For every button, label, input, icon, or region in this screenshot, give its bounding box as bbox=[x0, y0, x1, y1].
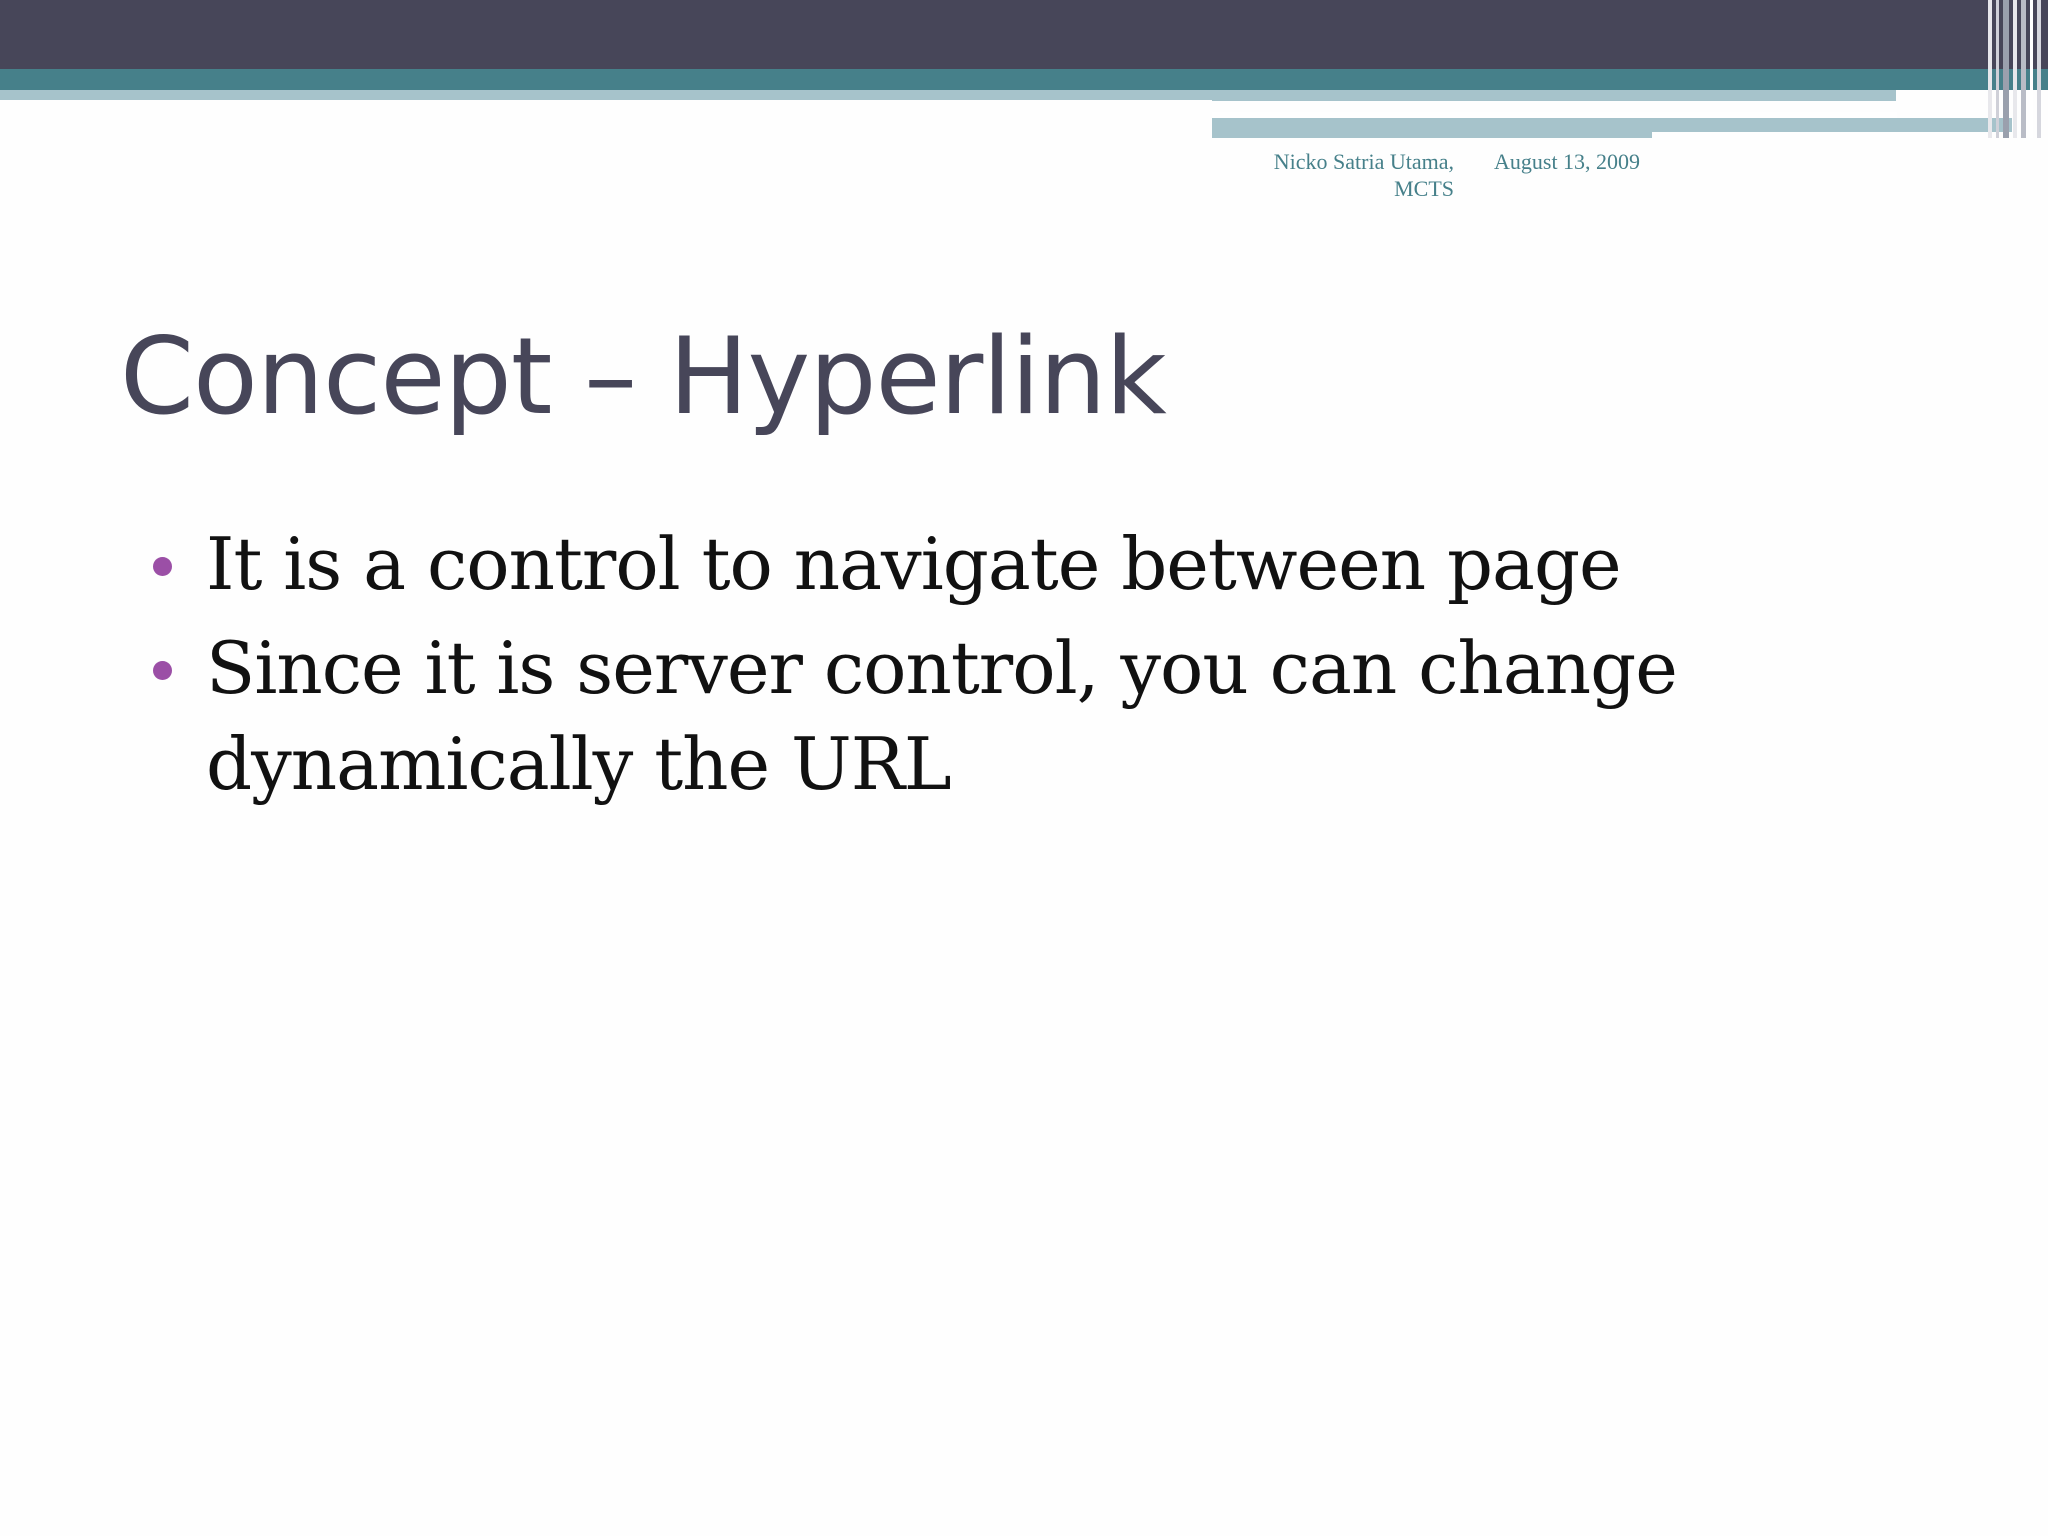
header-band-teal bbox=[0, 69, 2048, 90]
header-band-dark bbox=[0, 0, 2048, 69]
slide-title: Concept – Hyperlink bbox=[120, 315, 1166, 438]
footer-date: August 13, 2009 bbox=[1494, 149, 1641, 174]
header-stripes bbox=[1984, 0, 2048, 138]
bullet-text: Since it is server control, you can change dynamically the URL bbox=[206, 626, 1677, 806]
bullet-icon bbox=[153, 557, 172, 576]
header-band-light bbox=[1212, 118, 1652, 138]
header-band-light bbox=[0, 90, 1212, 100]
header-band-light bbox=[1212, 90, 1896, 101]
bullet-item bbox=[150, 516, 1770, 612]
bullet-text: It is a control to navigate between page bbox=[206, 522, 1621, 606]
bullet-item bbox=[150, 620, 1770, 812]
bullet-list bbox=[150, 516, 1770, 820]
footer-author: Nicko Satria Utama, MCTS bbox=[1273, 149, 1454, 201]
bullet-icon bbox=[153, 661, 172, 680]
header-band-light bbox=[1652, 118, 2012, 132]
